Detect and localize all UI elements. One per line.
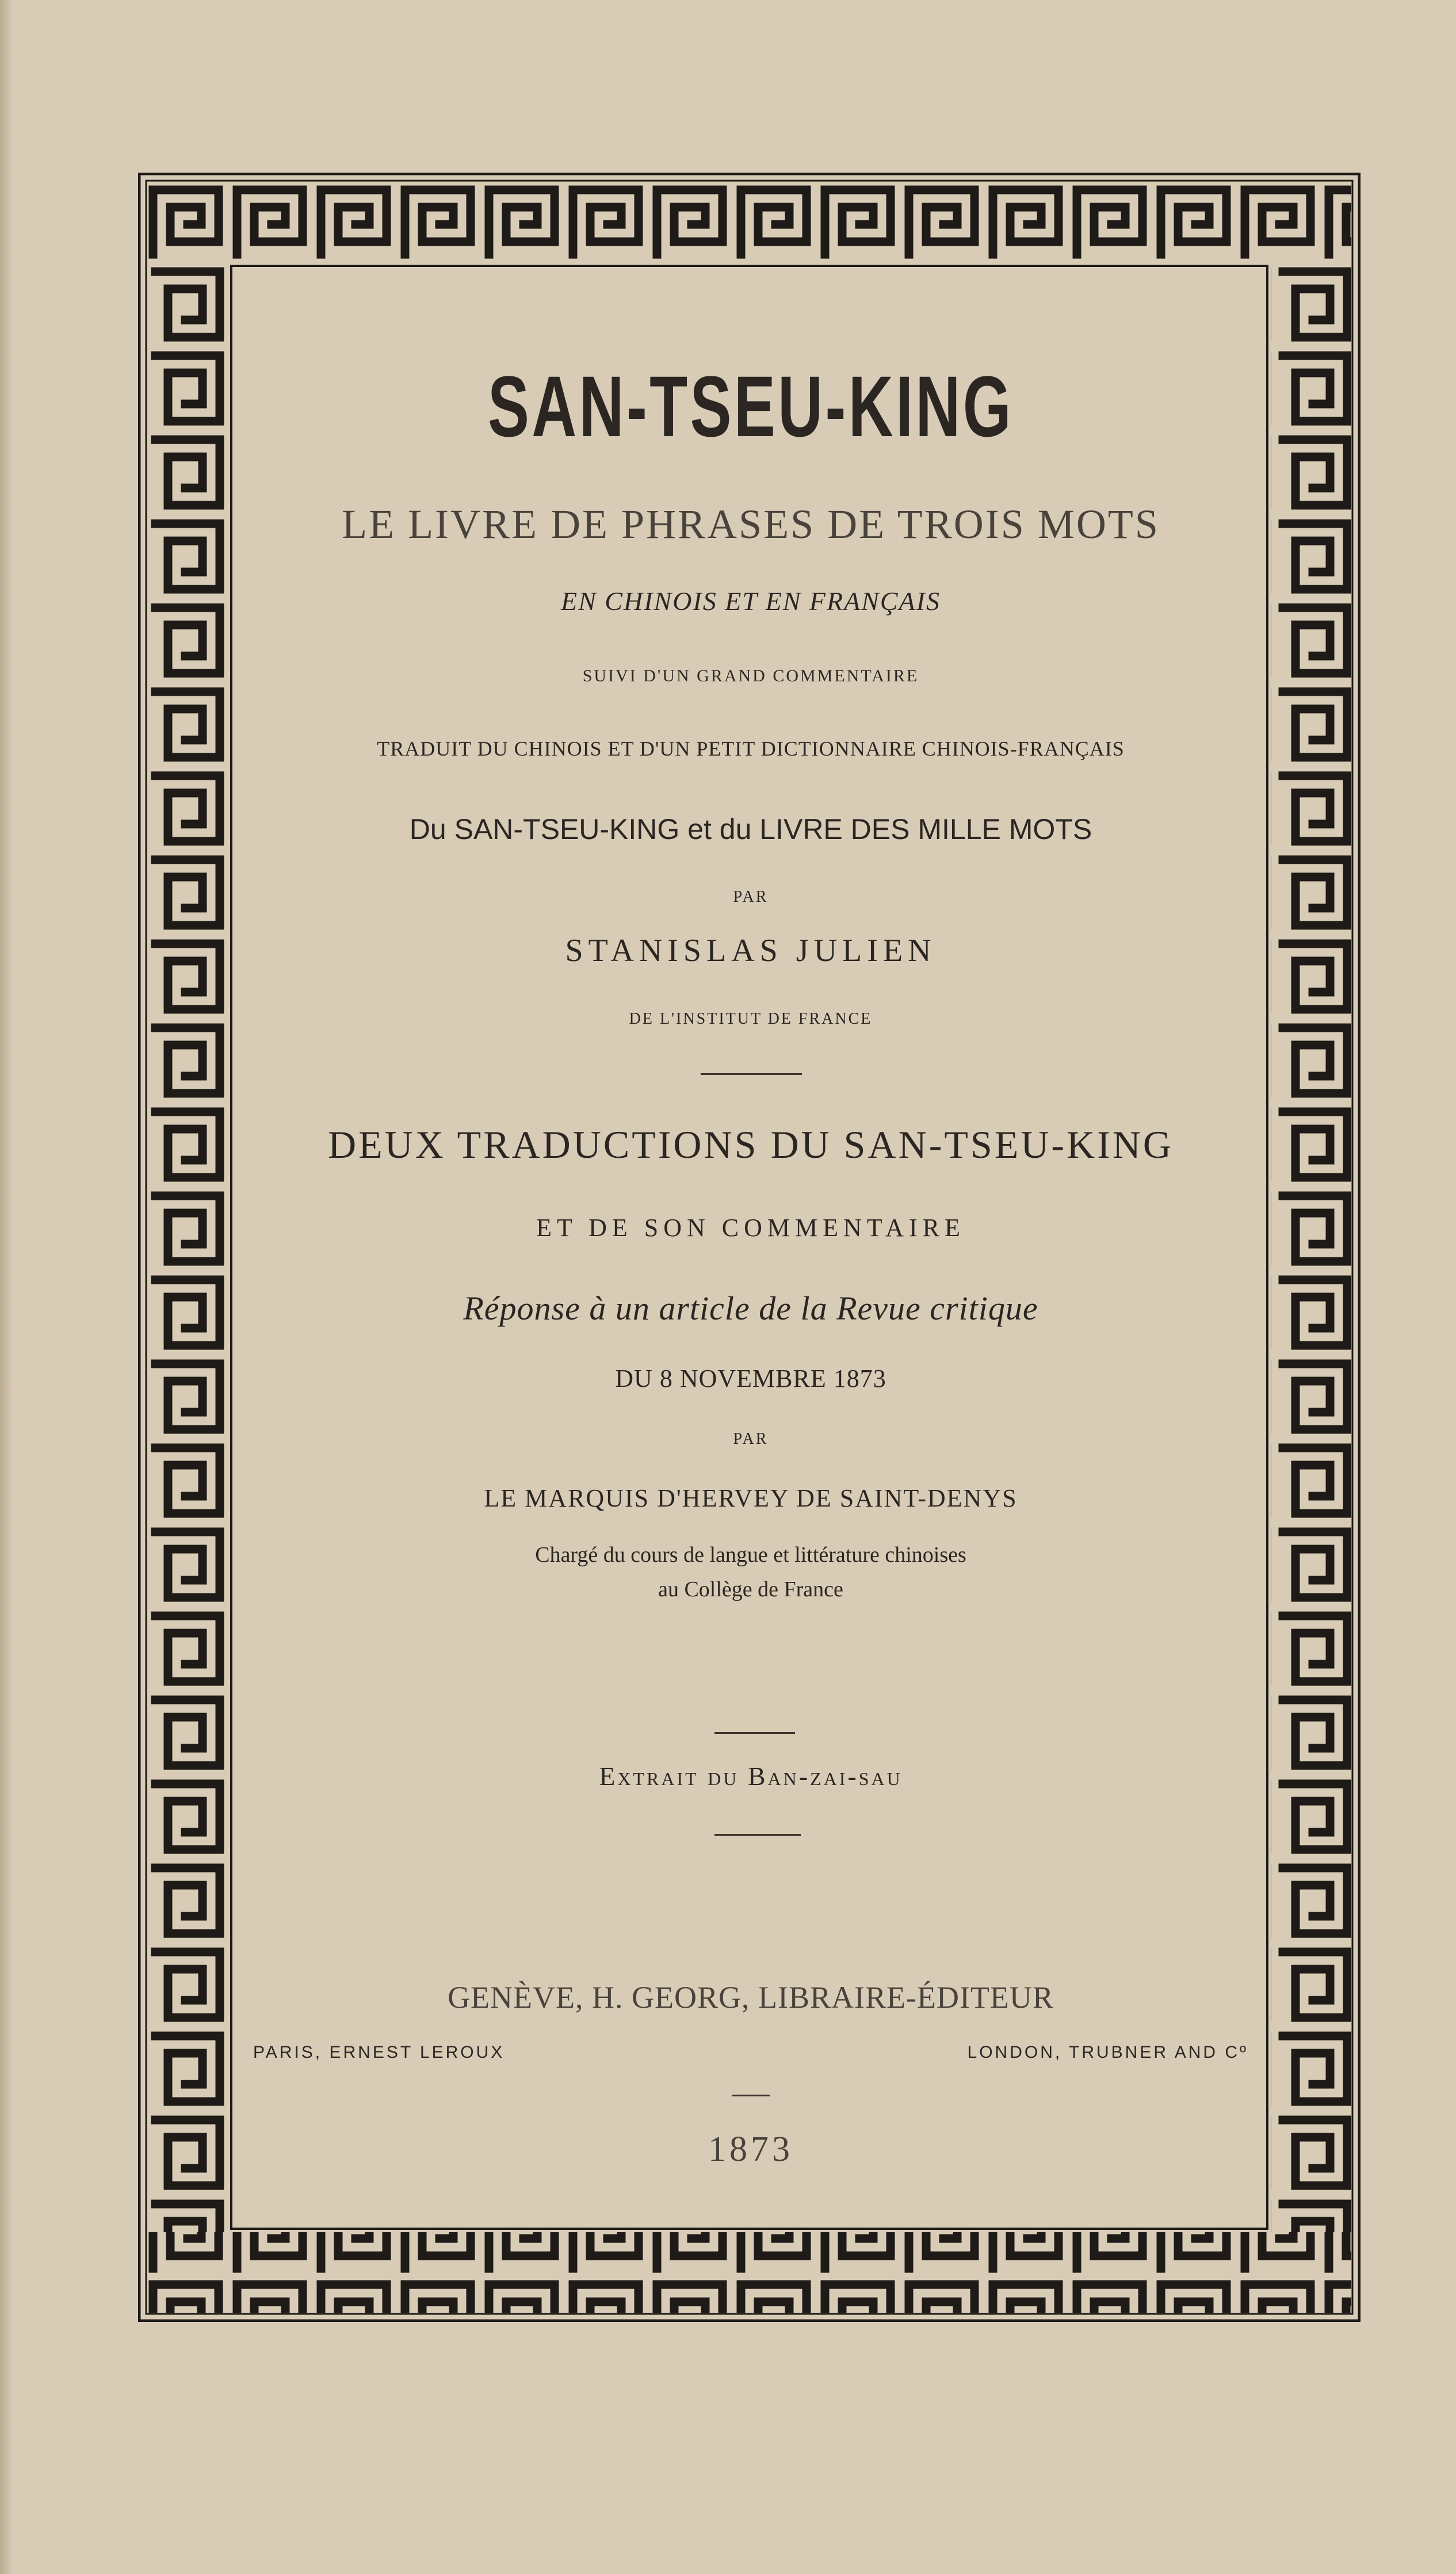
publisher-line: GENÈVE, H. GEORG, LIBRAIRE-ÉDITEUR [448,1980,1054,2015]
institut-line: DE L'INSTITUT DE FRANCE [629,1010,873,1028]
book-subtitle: LE LIVRE DE PHRASES DE TROIS MOTS [342,501,1160,547]
divider-rule-3 [714,1834,801,1836]
paris-imprint: PARIS, ERNEST LEROUX [253,2043,505,2062]
commentaire-line: ET DE SON COMMENTAIRE [536,1214,965,1242]
london-imprint: LONDON, TRUBNER AND Cº [967,2043,1248,2062]
border-right [1271,262,1351,2232]
traduit-line: TRADUIT DU CHINOIS ET D'UN PETIT DICTIONNAIRE CHINOIS-FRANÇAIS [377,737,1125,760]
border-left [147,262,228,2232]
author-name-1: STANISLAS JULIEN [565,933,937,968]
deux-traductions-heading: DEUX TRADUCTIONS DU SAN-TSEU-KING [328,1123,1174,1166]
author-position-line-2: au Collège de France [658,1577,843,1601]
author-position-line-1: Chargé du cours de langue et littérature chinoises [535,1543,966,1567]
book-title: SAN-TSEU-KING [487,358,1014,455]
author-name-2: LE MARQUIS D'HERVEY DE SAINT-DENYS [484,1484,1018,1512]
divider-rule-1 [701,1073,802,1075]
publication-year: 1873 [708,2130,793,2169]
par-line-1: PAR [733,888,769,906]
border-top [147,182,1351,262]
suivi-line: SUIVI D'UN GRAND COMMENTAIRE [582,666,919,685]
dictionary-line: Du SAN-TSEU-KING et du LIVRE DES MILLE MOTS [409,813,1092,845]
languages-line: EN CHINOIS ET EN FRANÇAIS [561,586,941,616]
par-line-2: PAR [733,1430,769,1448]
divider-rule-2 [714,1732,795,1734]
date-line: DU 8 NOVEMBRE 1873 [615,1364,886,1393]
title-page-content [242,270,1260,2221]
extrait-line: Extrait du Ban-zai-sau [599,1761,903,1791]
reponse-line: Réponse à un article de la Revue critique [463,1290,1038,1327]
paper-edge [0,0,13,2574]
border-bottom [147,2232,1351,2313]
divider-rule-4 [732,2095,770,2096]
